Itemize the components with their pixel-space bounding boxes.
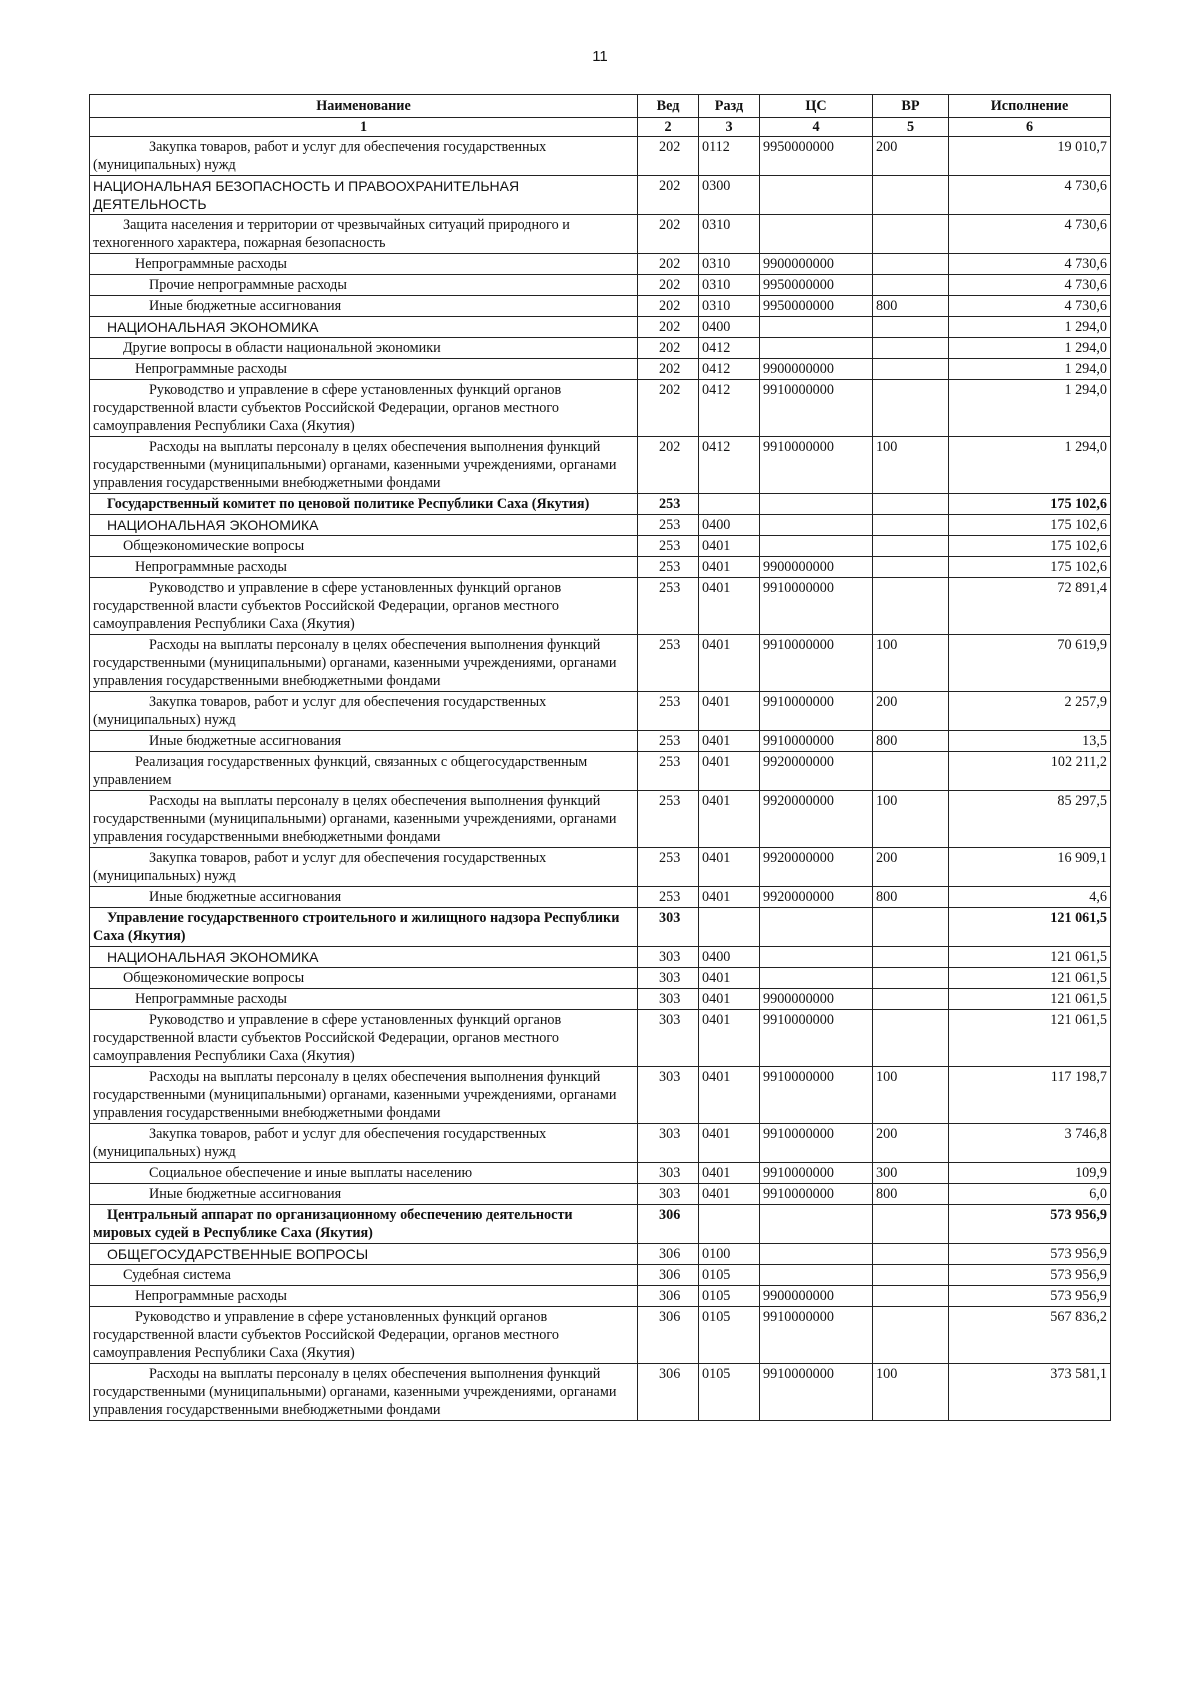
row-cs: 9910000000: [760, 1067, 873, 1124]
column-number: 3: [699, 118, 760, 137]
table-row: [90, 380, 1111, 437]
row-name: Другие вопросы в области национальной экономики: [90, 338, 638, 359]
row-name: Иные бюджетные ассигнования: [90, 887, 638, 908]
row-vr: 200: [873, 1124, 949, 1163]
row-name: Непрограммные расходы: [90, 359, 638, 380]
row-razd: 0401: [699, 1163, 760, 1184]
row-name: Защита населения и территории от чрезвычайных ситуаций природного и техногенного характера, пожарная безопасность: [90, 215, 638, 254]
row-cs: 9900000000: [760, 557, 873, 578]
row-amount: 2 257,9: [949, 692, 1111, 731]
row-razd: 0105: [699, 1364, 760, 1421]
row-name: Иные бюджетные ассигнования: [90, 296, 638, 317]
table-row: [90, 215, 1111, 254]
table-row: [90, 1184, 1111, 1205]
row-name: Расходы на выплаты персоналу в целях обеспечения выполнения функций государственными (муниципальными) органами, казенными учреждениями, органами управления государственными внебюджетными фондами: [90, 437, 638, 494]
row-cs: 9910000000: [760, 1184, 873, 1205]
table-row: [90, 1163, 1111, 1184]
row-vr: [873, 536, 949, 557]
row-razd: 0400: [699, 317, 760, 338]
row-amount: 19 010,7: [949, 137, 1111, 176]
row-vr: [873, 557, 949, 578]
row-vr: 800: [873, 731, 949, 752]
budget-table: [89, 94, 1111, 1421]
row-ved: 253: [638, 752, 699, 791]
row-cs: [760, 338, 873, 359]
table-row: [90, 557, 1111, 578]
row-cs: 9910000000: [760, 635, 873, 692]
row-razd: 0401: [699, 1010, 760, 1067]
row-ved: 306: [638, 1265, 699, 1286]
row-vr: 100: [873, 1067, 949, 1124]
row-amount: 175 102,6: [949, 557, 1111, 578]
table-row: [90, 137, 1111, 176]
row-vr: [873, 338, 949, 359]
row-name: Непрограммные расходы: [90, 989, 638, 1010]
table-row: [90, 338, 1111, 359]
row-razd: 0300: [699, 176, 760, 215]
row-razd: 0401: [699, 1124, 760, 1163]
row-cs: [760, 1205, 873, 1244]
table-row: [90, 968, 1111, 989]
row-cs: [760, 515, 873, 536]
row-ved: 253: [638, 692, 699, 731]
row-ved: 202: [638, 176, 699, 215]
row-vr: [873, 989, 949, 1010]
table-row: [90, 578, 1111, 635]
row-amount: 121 061,5: [949, 1010, 1111, 1067]
row-name: Непрограммные расходы: [90, 254, 638, 275]
header-name: Наименование: [90, 95, 638, 118]
table-row: [90, 254, 1111, 275]
row-razd: 0401: [699, 887, 760, 908]
row-vr: [873, 494, 949, 515]
table-row: [90, 1286, 1111, 1307]
row-amount: 573 956,9: [949, 1244, 1111, 1265]
row-amount: 1 294,0: [949, 437, 1111, 494]
row-cs: 9910000000: [760, 1010, 873, 1067]
row-amount: 121 061,5: [949, 989, 1111, 1010]
row-name: Реализация государственных функций, связанных с общегосударственным управлением: [90, 752, 638, 791]
column-number: 1: [90, 118, 638, 137]
row-name: Закупка товаров, работ и услуг для обеспечения государственных (муниципальных) нужд: [90, 1124, 638, 1163]
table-row: [90, 1265, 1111, 1286]
row-vr: 100: [873, 791, 949, 848]
row-cs: [760, 968, 873, 989]
row-razd: 0401: [699, 731, 760, 752]
row-ved: 306: [638, 1307, 699, 1364]
row-name: Государственный комитет по ценовой политике Республики Саха (Якутия): [90, 494, 638, 515]
row-vr: [873, 947, 949, 968]
row-cs: [760, 536, 873, 557]
table-row: [90, 989, 1111, 1010]
row-name: Расходы на выплаты персоналу в целях обеспечения выполнения функций государственными (муниципальными) органами, казенными учреждениями, органами управления государственными внебюджетными фондами: [90, 1364, 638, 1421]
row-name: НАЦИОНАЛЬНАЯ ЭКОНОМИКА: [90, 317, 638, 338]
row-razd: 0105: [699, 1286, 760, 1307]
column-number-row: [90, 118, 1111, 137]
row-ved: 253: [638, 635, 699, 692]
row-ved: 202: [638, 296, 699, 317]
row-ved: 253: [638, 731, 699, 752]
row-cs: 9910000000: [760, 437, 873, 494]
row-amount: 1 294,0: [949, 317, 1111, 338]
row-ved: 303: [638, 1184, 699, 1205]
row-ved: 253: [638, 515, 699, 536]
row-amount: 4 730,6: [949, 254, 1111, 275]
row-vr: [873, 380, 949, 437]
row-cs: 9910000000: [760, 1124, 873, 1163]
table-row: [90, 1205, 1111, 1244]
row-name: НАЦИОНАЛЬНАЯ БЕЗОПАСНОСТЬ И ПРАВООХРАНИТЕЛЬНАЯ ДЕЯТЕЛЬНОСТЬ: [90, 176, 638, 215]
row-cs: 9920000000: [760, 752, 873, 791]
row-name: ОБЩЕГОСУДАРСТВЕННЫЕ ВОПРОСЫ: [90, 1244, 638, 1265]
header-ved: Вед: [638, 95, 699, 118]
row-razd: 0401: [699, 848, 760, 887]
row-ved: 202: [638, 254, 699, 275]
row-amount: 121 061,5: [949, 968, 1111, 989]
row-razd: 0401: [699, 752, 760, 791]
table-row: [90, 1244, 1111, 1265]
row-cs: 9910000000: [760, 380, 873, 437]
row-name: Управление государственного строительного и жилищного надзора Республики Саха (Якутия): [90, 908, 638, 947]
row-vr: [873, 1010, 949, 1067]
row-razd: 0401: [699, 536, 760, 557]
row-amount: 1 294,0: [949, 338, 1111, 359]
row-cs: 9920000000: [760, 791, 873, 848]
column-number: 5: [873, 118, 949, 137]
row-vr: 800: [873, 1184, 949, 1205]
row-ved: 253: [638, 536, 699, 557]
row-amount: 573 956,9: [949, 1265, 1111, 1286]
row-ved: 253: [638, 887, 699, 908]
row-vr: [873, 752, 949, 791]
row-amount: 4 730,6: [949, 275, 1111, 296]
row-ved: 202: [638, 338, 699, 359]
row-cs: [760, 176, 873, 215]
row-name: Социальное обеспечение и иные выплаты населению: [90, 1163, 638, 1184]
row-razd: 0401: [699, 1067, 760, 1124]
row-vr: [873, 908, 949, 947]
table-row: [90, 1307, 1111, 1364]
row-ved: 202: [638, 437, 699, 494]
row-ved: 306: [638, 1205, 699, 1244]
row-amount: 6,0: [949, 1184, 1111, 1205]
table-row: [90, 296, 1111, 317]
row-razd: 0401: [699, 791, 760, 848]
row-cs: 9910000000: [760, 731, 873, 752]
row-vr: [873, 515, 949, 536]
row-razd: 0310: [699, 254, 760, 275]
table-row: [90, 1364, 1111, 1421]
table-row: [90, 1124, 1111, 1163]
row-razd: 0401: [699, 1184, 760, 1205]
row-name: Судебная система: [90, 1265, 638, 1286]
row-name: Общеэкономические вопросы: [90, 536, 638, 557]
row-cs: [760, 215, 873, 254]
row-ved: 303: [638, 989, 699, 1010]
row-vr: 200: [873, 848, 949, 887]
row-amount: 121 061,5: [949, 947, 1111, 968]
row-amount: 13,5: [949, 731, 1111, 752]
row-ved: 202: [638, 359, 699, 380]
row-razd: 0105: [699, 1307, 760, 1364]
row-razd: 0400: [699, 947, 760, 968]
row-vr: [873, 1205, 949, 1244]
row-vr: [873, 1244, 949, 1265]
row-cs: 9950000000: [760, 137, 873, 176]
table-row: [90, 275, 1111, 296]
row-cs: [760, 317, 873, 338]
row-name: Закупка товаров, работ и услуг для обеспечения государственных (муниципальных) нужд: [90, 137, 638, 176]
row-vr: [873, 1286, 949, 1307]
row-razd: 0105: [699, 1265, 760, 1286]
column-number: 6: [949, 118, 1111, 137]
header-vr: ВР: [873, 95, 949, 118]
row-name: Непрограммные расходы: [90, 557, 638, 578]
row-amount: 373 581,1: [949, 1364, 1111, 1421]
row-ved: 303: [638, 1124, 699, 1163]
row-vr: 200: [873, 137, 949, 176]
row-name: Иные бюджетные ассигнования: [90, 1184, 638, 1205]
row-cs: 9950000000: [760, 275, 873, 296]
row-amount: 1 294,0: [949, 359, 1111, 380]
row-name: Непрограммные расходы: [90, 1286, 638, 1307]
row-vr: [873, 968, 949, 989]
row-amount: 175 102,6: [949, 494, 1111, 515]
table-row: [90, 176, 1111, 215]
table-row: [90, 887, 1111, 908]
row-razd: 0401: [699, 557, 760, 578]
row-amount: 117 198,7: [949, 1067, 1111, 1124]
row-cs: [760, 908, 873, 947]
row-name: Закупка товаров, работ и услуг для обеспечения государственных (муниципальных) нужд: [90, 848, 638, 887]
table-row: [90, 908, 1111, 947]
row-vr: 100: [873, 437, 949, 494]
row-amount: 175 102,6: [949, 515, 1111, 536]
row-amount: 72 891,4: [949, 578, 1111, 635]
row-cs: 9910000000: [760, 578, 873, 635]
row-cs: 9910000000: [760, 692, 873, 731]
row-amount: 573 956,9: [949, 1205, 1111, 1244]
row-ved: 253: [638, 494, 699, 515]
page-number: 11: [592, 48, 608, 65]
row-vr: 300: [873, 1163, 949, 1184]
row-razd: [699, 494, 760, 515]
row-cs: [760, 1244, 873, 1265]
row-amount: 3 746,8: [949, 1124, 1111, 1163]
row-ved: 303: [638, 1163, 699, 1184]
row-vr: 100: [873, 635, 949, 692]
table-row: [90, 848, 1111, 887]
row-razd: 0412: [699, 359, 760, 380]
row-razd: 0310: [699, 296, 760, 317]
table-row: [90, 1010, 1111, 1067]
row-vr: [873, 578, 949, 635]
row-cs: 9900000000: [760, 989, 873, 1010]
row-name: НАЦИОНАЛЬНАЯ ЭКОНОМИКА: [90, 515, 638, 536]
row-razd: [699, 1205, 760, 1244]
row-name: Иные бюджетные ассигнования: [90, 731, 638, 752]
table-row: [90, 692, 1111, 731]
table-row: [90, 731, 1111, 752]
row-vr: 100: [873, 1364, 949, 1421]
row-razd: 0400: [699, 515, 760, 536]
row-amount: 102 211,2: [949, 752, 1111, 791]
row-name: Расходы на выплаты персоналу в целях обеспечения выполнения функций государственными (муниципальными) органами, казенными учреждениями, органами управления государственными внебюджетными фондами: [90, 1067, 638, 1124]
row-cs: [760, 947, 873, 968]
row-razd: 0310: [699, 215, 760, 254]
header-amount: Исполнение: [949, 95, 1111, 118]
row-cs: 9900000000: [760, 254, 873, 275]
row-cs: [760, 494, 873, 515]
row-name: Центральный аппарат по организационному обеспечению деятельности мировых судей в Республике Саха (Якутия): [90, 1205, 638, 1244]
row-cs: 9910000000: [760, 1307, 873, 1364]
row-ved: 202: [638, 275, 699, 296]
row-ved: 253: [638, 848, 699, 887]
row-vr: 200: [873, 692, 949, 731]
row-ved: 303: [638, 1067, 699, 1124]
header-cs: ЦС: [760, 95, 873, 118]
table-body: [90, 137, 1111, 1421]
row-ved: 303: [638, 947, 699, 968]
column-number: 2: [638, 118, 699, 137]
row-cs: [760, 1265, 873, 1286]
row-vr: [873, 176, 949, 215]
table-row: [90, 515, 1111, 536]
row-cs: 9900000000: [760, 1286, 873, 1307]
row-razd: 0100: [699, 1244, 760, 1265]
row-name: Расходы на выплаты персоналу в целях обеспечения выполнения функций государственными (муниципальными) органами, казенными учреждениями, органами управления государственными внебюджетными фондами: [90, 791, 638, 848]
row-razd: 0412: [699, 338, 760, 359]
row-amount: 4 730,6: [949, 296, 1111, 317]
row-name: Общеэкономические вопросы: [90, 968, 638, 989]
row-cs: 9920000000: [760, 848, 873, 887]
row-razd: 0310: [699, 275, 760, 296]
row-name: Закупка товаров, работ и услуг для обеспечения государственных (муниципальных) нужд: [90, 692, 638, 731]
row-amount: 70 619,9: [949, 635, 1111, 692]
table-row: [90, 536, 1111, 557]
table-row: [90, 635, 1111, 692]
row-ved: 253: [638, 791, 699, 848]
header-row: [90, 95, 1111, 118]
row-vr: [873, 359, 949, 380]
row-amount: 109,9: [949, 1163, 1111, 1184]
row-razd: [699, 908, 760, 947]
table-row: [90, 494, 1111, 515]
row-cs: 9910000000: [760, 1163, 873, 1184]
row-vr: [873, 254, 949, 275]
row-ved: 306: [638, 1244, 699, 1265]
row-razd: 0412: [699, 380, 760, 437]
table-row: [90, 947, 1111, 968]
row-ved: 253: [638, 578, 699, 635]
row-name: Руководство и управление в сфере установленных функций органов государственной власти субъектов Российской Федерации, органов местного самоуправления Республики Саха (Якутия): [90, 1307, 638, 1364]
row-vr: [873, 275, 949, 296]
row-razd: 0401: [699, 989, 760, 1010]
row-razd: 0401: [699, 692, 760, 731]
row-name: Руководство и управление в сфере установленных функций органов государственной власти субъектов Российской Федерации, органов местного самоуправления Республики Саха (Якутия): [90, 1010, 638, 1067]
row-amount: 4 730,6: [949, 176, 1111, 215]
row-cs: 9910000000: [760, 1364, 873, 1421]
row-vr: 800: [873, 296, 949, 317]
row-amount: 1 294,0: [949, 380, 1111, 437]
row-razd: 0112: [699, 137, 760, 176]
row-razd: 0401: [699, 635, 760, 692]
row-ved: 202: [638, 137, 699, 176]
row-amount: 573 956,9: [949, 1286, 1111, 1307]
row-name: Руководство и управление в сфере установленных функций органов государственной власти субъектов Российской Федерации, органов местного самоуправления Республики Саха (Якутия): [90, 578, 638, 635]
row-ved: 202: [638, 215, 699, 254]
row-ved: 306: [638, 1364, 699, 1421]
row-cs: 9950000000: [760, 296, 873, 317]
row-name: НАЦИОНАЛЬНАЯ ЭКОНОМИКА: [90, 947, 638, 968]
row-name: Прочие непрограммные расходы: [90, 275, 638, 296]
row-name: Расходы на выплаты персоналу в целях обеспечения выполнения функций государственными (муниципальными) органами, казенными учреждениями, органами управления государственными внебюджетными фондами: [90, 635, 638, 692]
row-amount: 4 730,6: [949, 215, 1111, 254]
table-row: [90, 1067, 1111, 1124]
column-number: 4: [760, 118, 873, 137]
row-amount: 567 836,2: [949, 1307, 1111, 1364]
row-ved: 303: [638, 968, 699, 989]
table-row: [90, 437, 1111, 494]
row-amount: 175 102,6: [949, 536, 1111, 557]
table-row: [90, 359, 1111, 380]
row-vr: [873, 1265, 949, 1286]
row-amount: 85 297,5: [949, 791, 1111, 848]
row-razd: 0401: [699, 968, 760, 989]
row-ved: 202: [638, 317, 699, 338]
row-amount: 4,6: [949, 887, 1111, 908]
row-vr: [873, 317, 949, 338]
table-row: [90, 752, 1111, 791]
row-razd: 0412: [699, 437, 760, 494]
row-cs: 9900000000: [760, 359, 873, 380]
row-vr: [873, 215, 949, 254]
row-ved: 303: [638, 1010, 699, 1067]
row-ved: 306: [638, 1286, 699, 1307]
row-razd: 0401: [699, 578, 760, 635]
row-vr: [873, 1307, 949, 1364]
row-ved: 202: [638, 380, 699, 437]
row-name: Руководство и управление в сфере установленных функций органов государственной власти субъектов Российской Федерации, органов местного самоуправления Республики Саха (Якутия): [90, 380, 638, 437]
table-row: [90, 791, 1111, 848]
row-ved: 303: [638, 908, 699, 947]
header-razd: Разд: [699, 95, 760, 118]
row-amount: 16 909,1: [949, 848, 1111, 887]
row-cs: 9920000000: [760, 887, 873, 908]
row-vr: 800: [873, 887, 949, 908]
row-amount: 121 061,5: [949, 908, 1111, 947]
row-ved: 253: [638, 557, 699, 578]
table-row: [90, 317, 1111, 338]
